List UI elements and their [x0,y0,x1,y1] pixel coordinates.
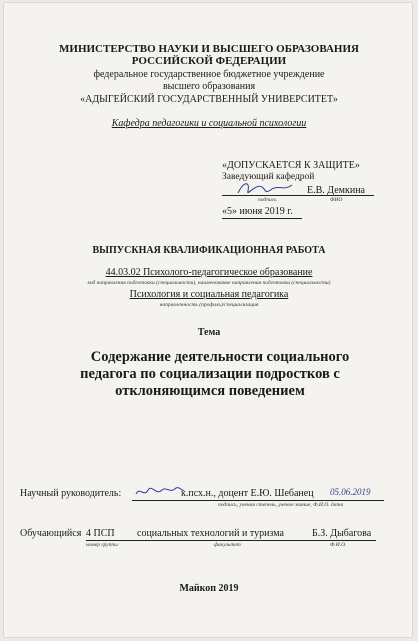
university-name: «АДЫГЕЙСКИЙ ГОСУДАРСТВЕННЫЙ УНИВЕРСИТЕТ» [80,94,338,105]
student-label: Обучающийся [20,528,82,539]
department-text: Кафедра педагогики и социальной психологии [111,118,307,129]
ministry-line1: МИНИСТЕРСТВО НАУКИ И ВЫСШЕГО ОБРАЗОВАНИЯ [59,43,359,55]
institution-line1: федеральное государственное бюджетное учреждение [93,69,325,80]
direction [0,267,418,278]
supervisor-date-hand: 05.06.2019 [330,487,371,497]
institution-line2: высшего образования [162,81,256,92]
topic-line3: отклоняющимся поведением [115,383,305,399]
topic-line1: Содержание деятельности социального [90,349,350,365]
student-group: 4 ПСП [86,528,115,539]
department-name [0,118,418,129]
student-faculty-caption: факультет [214,542,241,548]
profile [0,289,418,300]
student-faculty: социальных технологий и туризма [137,528,284,539]
direction-caption: код направления подготовки (специальности), наименование направления подготовки (специальности) [87,280,331,286]
approval-fio-caption: ФИО [330,197,343,203]
student-name: Б.З. Дыбагова [312,528,372,539]
approval-title: «ДОПУСКАЕТСЯ К ЗАЩИТЕ» [222,160,360,171]
handwritten-signature-supervisor [134,484,186,500]
approval-role: Заведующий кафедрой [222,172,315,182]
approval-date-line [222,218,302,219]
topic-line2: педагога по социализации подростков с [80,366,340,382]
topic-label: Тема [197,327,221,338]
handwritten-signature-head [236,179,296,199]
approval-date: «5» июня 2019 г. [222,206,293,217]
city-year: Майкоп 2019 [179,583,239,594]
profile-text: Психология и социальная педагогика [129,289,289,300]
supervisor-caption: подпись, ученая степень, ученое звание, Ф.И.О. дата [218,502,344,508]
supervisor-label: Научный руководитель: [20,488,122,499]
work-title: ВЫПУСКНАЯ КВАЛИФИКАЦИОННАЯ РАБОТА [92,245,326,256]
student-line [86,540,376,541]
approval-sig-caption: подпись [258,197,277,203]
student-group-caption: номер группы [86,542,118,548]
student-name-caption: Ф.И.О. [330,542,347,548]
supervisor-line [132,500,384,501]
direction-text: 44.03.02 Психолого-педагогическое образование [105,267,313,278]
supervisor-details: к.псх.н., доцент Е.Ю. Шебанец [181,488,314,499]
ministry-line2: РОССИЙСКОЙ ФЕДЕРАЦИИ [131,55,287,67]
approval-name: Е.В. Демкина [307,185,365,196]
profile-caption: направленность (профиль)/специализация [159,302,259,308]
